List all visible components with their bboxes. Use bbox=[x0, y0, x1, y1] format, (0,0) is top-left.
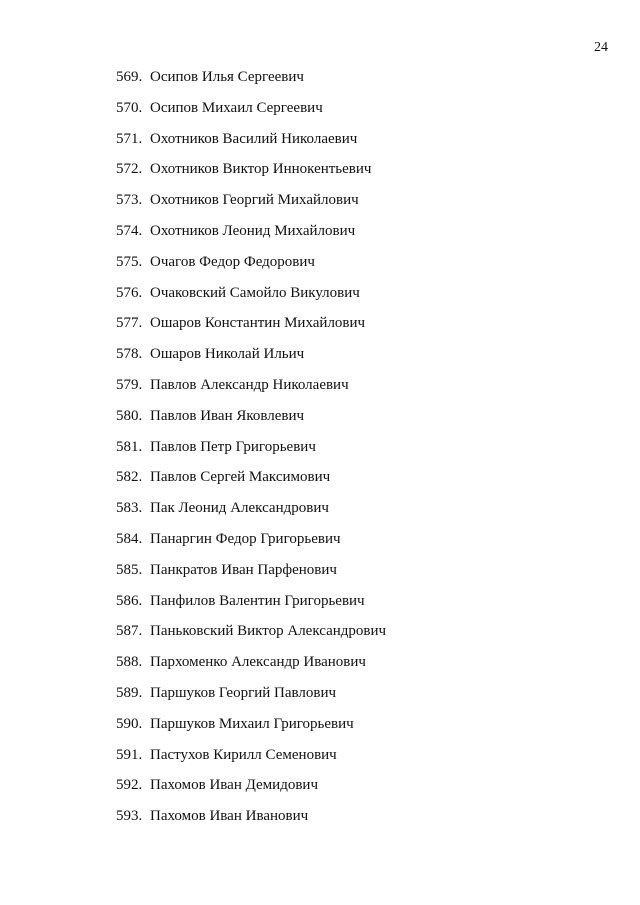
list-item bbox=[116, 776, 386, 807]
entry-name: Охотников Виктор Иннокентьевич bbox=[150, 161, 372, 178]
entry-name: Пахомов Иван Иванович bbox=[150, 808, 309, 825]
name-list bbox=[116, 68, 386, 838]
entry-name: Паршуков Георгий Павлович bbox=[150, 684, 337, 701]
page-number: 24 bbox=[594, 40, 608, 55]
entry-name: Ошаров Николай Ильич bbox=[150, 346, 305, 363]
entry-number: 576. bbox=[116, 284, 143, 301]
entry-number: 588. bbox=[116, 654, 143, 671]
entry-number: 570. bbox=[116, 99, 143, 116]
entry-number: 579. bbox=[116, 376, 143, 393]
list-item bbox=[116, 160, 386, 191]
entry-name: Пархоменко Александр Иванович bbox=[150, 654, 366, 671]
entry-name: Павлов Сергей Максимович bbox=[150, 469, 331, 486]
list-item bbox=[116, 284, 386, 315]
list-item bbox=[116, 314, 386, 345]
entry-number: 584. bbox=[116, 530, 143, 547]
list-item bbox=[116, 468, 386, 499]
entry-number: 589. bbox=[116, 684, 143, 701]
entry-name: Пахомов Иван Демидович bbox=[150, 777, 318, 794]
list-item bbox=[116, 499, 386, 530]
list-item bbox=[116, 130, 386, 161]
entry-number: 590. bbox=[116, 715, 143, 732]
entry-number: 571. bbox=[116, 130, 143, 147]
entry-name: Охотников Василий Николаевич bbox=[150, 130, 358, 147]
entry-number: 587. bbox=[116, 623, 143, 640]
list-item bbox=[116, 99, 386, 130]
entry-name: Охотников Леонид Михайлович bbox=[150, 222, 356, 239]
entry-number: 572. bbox=[116, 161, 143, 178]
entry-name: Очагов Федор Федорович bbox=[150, 253, 315, 270]
entry-name: Осипов Илья Сергеевич bbox=[150, 69, 304, 85]
list-item bbox=[116, 68, 386, 99]
list-item bbox=[116, 530, 386, 561]
entry-number: 586. bbox=[116, 592, 143, 609]
entry-number: 581. bbox=[116, 438, 143, 455]
entry-name: Павлов Александр Николаевич bbox=[150, 376, 349, 393]
list-item bbox=[116, 561, 386, 592]
list-item bbox=[116, 715, 386, 746]
list-item bbox=[116, 622, 386, 653]
entry-name: Пак Леонид Александрович bbox=[150, 500, 329, 517]
entry-name: Паньковский Виктор Александрович bbox=[150, 623, 387, 640]
list-item bbox=[116, 746, 386, 777]
list-item bbox=[116, 253, 386, 284]
entry-number: 593. bbox=[116, 808, 143, 825]
entry-number: 583. bbox=[116, 500, 143, 517]
entry-name: Ошаров Константин Михайлович bbox=[150, 315, 366, 332]
entry-number: 578. bbox=[116, 346, 143, 363]
entry-name: Паршуков Михаил Григорьевич bbox=[150, 715, 354, 732]
entry-name: Очаковский Самойло Викулович bbox=[150, 284, 360, 301]
list-item bbox=[116, 807, 386, 838]
entry-name: Охотников Георгий Михайлович bbox=[150, 192, 359, 209]
list-item bbox=[116, 438, 386, 469]
entry-number: 573. bbox=[116, 192, 143, 209]
entry-name: Панфилов Валентин Григорьевич bbox=[150, 592, 365, 609]
list-item bbox=[116, 345, 386, 376]
entry-name: Панкратов Иван Парфенович bbox=[150, 561, 337, 578]
entry-number: 575. bbox=[116, 253, 143, 270]
entry-number: 591. bbox=[116, 746, 143, 763]
entry-name: Панаргин Федор Григорьевич bbox=[150, 530, 341, 547]
list-item bbox=[116, 376, 386, 407]
entry-number: 585. bbox=[116, 561, 143, 578]
list-item bbox=[116, 653, 386, 684]
entry-number: 580. bbox=[116, 407, 143, 424]
list-item bbox=[116, 191, 386, 222]
entry-number: 574. bbox=[116, 222, 143, 239]
entry-number: 569. bbox=[116, 69, 143, 85]
entry-name: Павлов Петр Григорьевич bbox=[150, 438, 316, 455]
list-item bbox=[116, 222, 386, 253]
entry-number: 577. bbox=[116, 315, 143, 332]
list-item bbox=[116, 592, 386, 623]
list-item bbox=[116, 407, 386, 438]
entry-number: 592. bbox=[116, 777, 143, 794]
entry-name: Осипов Михаил Сергеевич bbox=[150, 99, 323, 116]
list-item bbox=[116, 684, 386, 715]
entry-number: 582. bbox=[116, 469, 143, 486]
entry-name: Пастухов Кирилл Семенович bbox=[150, 746, 337, 763]
entry-name: Павлов Иван Яковлевич bbox=[150, 407, 305, 424]
